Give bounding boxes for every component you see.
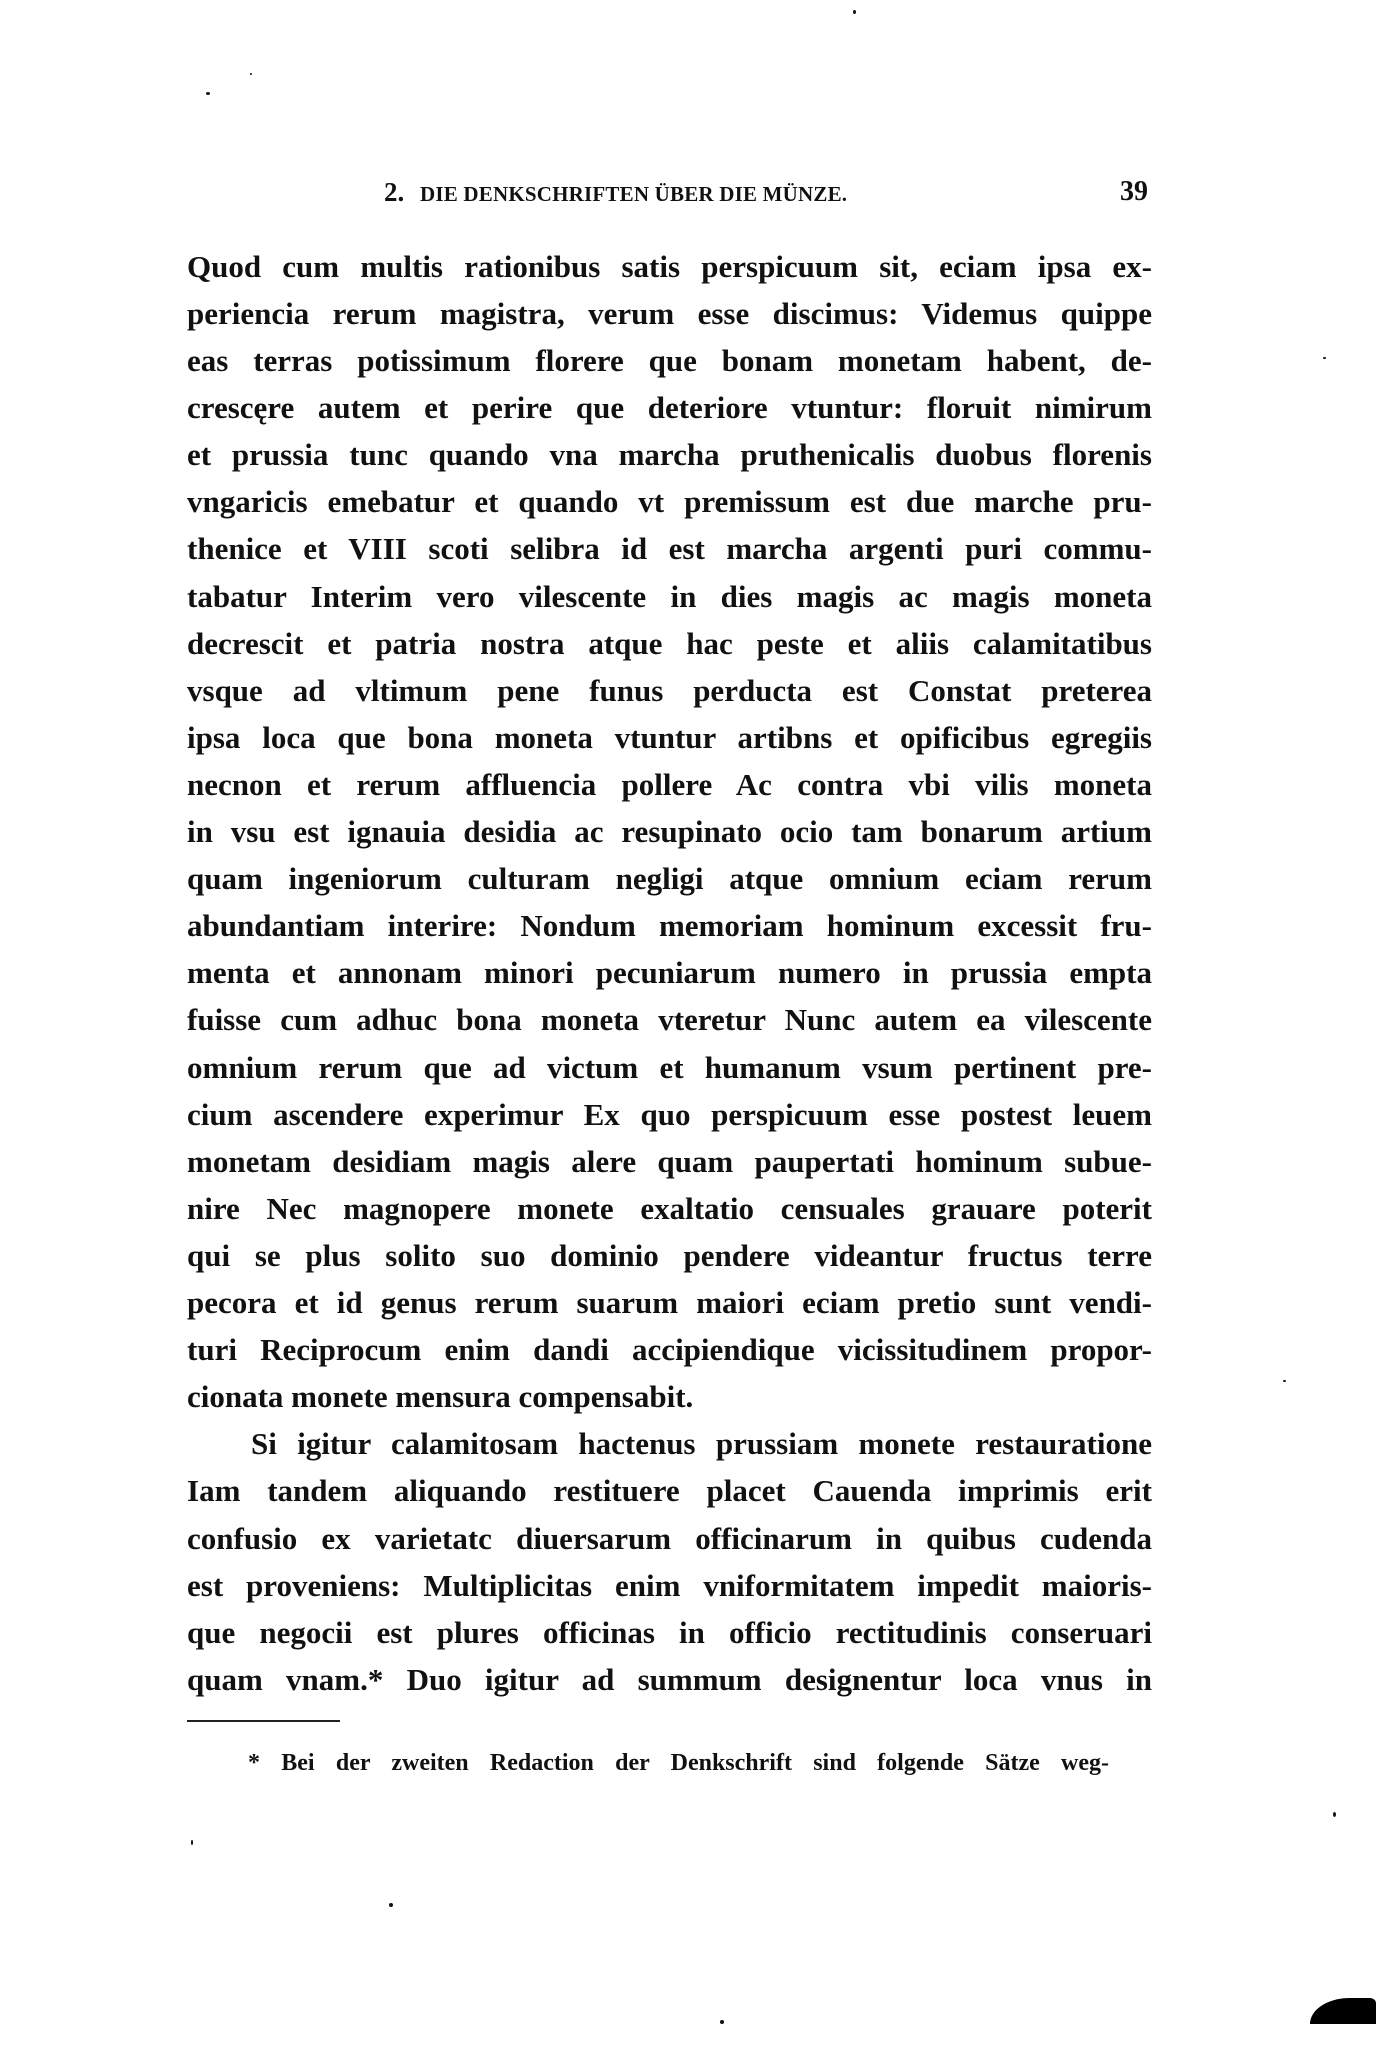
text-line-paragraph-start: Si igitur calamitosam hactenus prussiam monete restauratione xyxy=(251,1426,1152,1462)
text-line: est proveniens: Multiplicitas enim vniformitatem impedit maioris- xyxy=(187,1567,1152,1603)
text-line: ipsa loca que bona moneta vtuntur artibns et opificibus egregiis xyxy=(187,719,1152,755)
text-line: cium ascendere experimur Ex quo perspicuum esse postest leuem xyxy=(187,1096,1152,1132)
text-line: Iam tandem aliquando restituere placet Cauenda imprimis erit xyxy=(187,1473,1152,1509)
scan-speck xyxy=(389,1903,393,1907)
text-line-paragraph-end: cionata monete mensura compensabit. xyxy=(187,1379,694,1415)
scan-speck xyxy=(191,1840,193,1845)
text-line: fuisse cum adhuc bona moneta vteretur Nunc autem ea vilescente xyxy=(187,1002,1152,1038)
text-line: vsque ad vltimum pene funus perducta est Constat preterea xyxy=(187,672,1152,708)
text-line: eas terras potissimum florere que bonam monetam habent, de- xyxy=(187,343,1152,379)
section-number: 2. xyxy=(384,176,405,207)
text-line: necnon et rerum affluencia pollere Ac contra vbi vilis moneta xyxy=(187,766,1152,802)
footnote-separator xyxy=(187,1720,340,1722)
text-line: monetam desidiam magis alere quam paupertati hominum subue- xyxy=(187,1143,1152,1179)
text-line: abundantiam interire: Nondum memoriam hominum excessit fru- xyxy=(187,908,1152,944)
text-line: turi Reciprocum enim dandi accipiendique vicissitudinem propor- xyxy=(187,1332,1152,1368)
scan-edge-shadow xyxy=(1310,1998,1376,2024)
text-line: in vsu est ignauia desidia ac resupinato ocio tam bonarum artium xyxy=(187,814,1152,850)
scan-speck xyxy=(1333,1812,1336,1817)
text-line: vngaricis emebatur et quando vt premissum est due marche pru- xyxy=(187,484,1152,520)
text-line: crescęre autem et perire que deteriore vtuntur: floruit nimirum xyxy=(187,390,1152,426)
text-line: Quod cum multis rationibus satis perspicuum sit, eciam ipsa ex- xyxy=(187,248,1152,284)
text-line: et prussia tunc quando vna marcha pruthenicalis duobus florenis xyxy=(187,437,1152,473)
text-line: decrescit et patria nostra atque hac peste et aliis calamitatibus xyxy=(187,625,1152,661)
scan-speck xyxy=(1323,357,1326,359)
running-title: DIE DENKSCHRIFTEN ÜBER DIE MÜNZE. xyxy=(420,181,848,206)
page-number: 39 xyxy=(1120,176,1148,208)
text-line: que negocii est plures officinas in officio rectitudinis conseruari xyxy=(187,1614,1152,1650)
text-line: nire Nec magnopere monete exaltatio censuales grauare poterit xyxy=(187,1190,1152,1226)
scan-speck xyxy=(1283,1380,1286,1382)
text-line: tabatur Interim vero vilescente in dies magis ac magis moneta xyxy=(187,578,1152,614)
text-line: omnium rerum que ad victum et humanum vsum pertinent pre- xyxy=(187,1049,1152,1085)
scan-speck xyxy=(853,10,856,14)
text-line: periencia rerum magistra, verum esse discimus: Videmus quippe xyxy=(187,295,1152,331)
text-line: qui se plus solito suo dominio pendere videantur fructus terre xyxy=(187,1237,1152,1273)
scan-speck xyxy=(250,73,252,75)
footnote: * Bei der zweiten Redaction der Denkschrift sind folgende Sätze weg- xyxy=(248,1750,1109,1777)
text-line: quam vnam.* Duo igitur ad summum designentur loca vnus in xyxy=(187,1661,1152,1697)
text-line: thenice et VIII scoti selibra id est marcha argenti puri commu- xyxy=(187,531,1152,567)
text-line: quam ingeniorum culturam negligi atque omnium eciam rerum xyxy=(187,861,1152,897)
text-line: pecora et id genus rerum suarum maiori eciam pretio sunt vendi- xyxy=(187,1285,1152,1321)
scan-speck xyxy=(720,2020,724,2024)
text-line: confusio ex varietatc diuersarum officinarum in quibus cudenda xyxy=(187,1520,1152,1556)
scan-speck xyxy=(206,92,210,95)
text-line: menta et annonam minori pecuniarum numero in prussia empta xyxy=(187,955,1152,991)
